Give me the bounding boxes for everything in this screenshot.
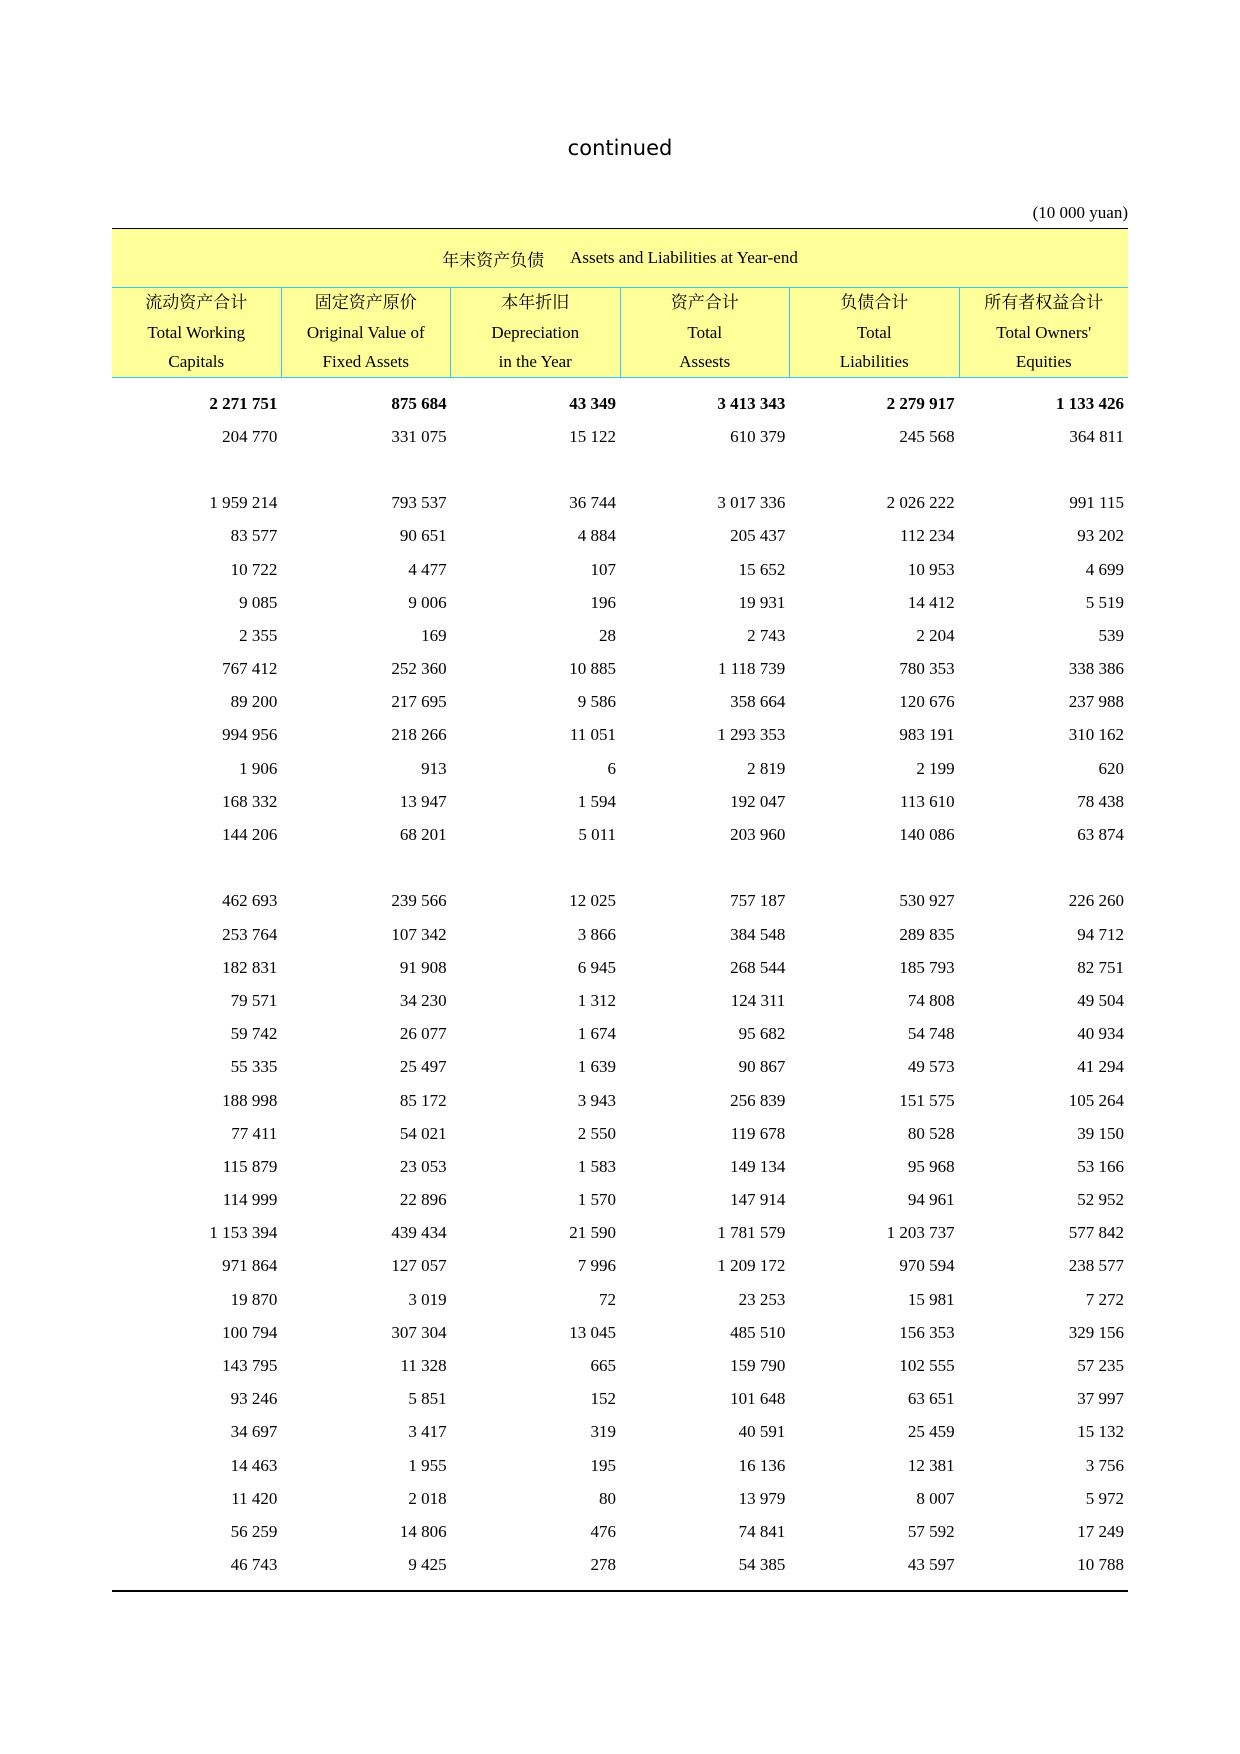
- table-cell: 144 206: [222, 825, 278, 845]
- table-cell: 12 025: [569, 891, 616, 911]
- table-row: [112, 619, 1128, 652]
- table-cell: 23 253: [738, 1289, 786, 1309]
- table-cell: 5 519: [1085, 592, 1124, 612]
- table-cell: 793 537: [391, 493, 447, 513]
- table-cell: 39 150: [1077, 1123, 1124, 1143]
- table-cell: 93 202: [1077, 526, 1124, 546]
- header-span-cn: 年末资产负债: [442, 250, 545, 270]
- column-header-cn: 所有者权益合计: [984, 293, 1104, 312]
- table-row: [112, 487, 1128, 520]
- table-cell: 665: [590, 1356, 616, 1376]
- table-cell: 93 246: [230, 1389, 278, 1409]
- table-cell: 237 988: [1068, 692, 1124, 712]
- table-cell: 1 906: [239, 758, 278, 778]
- table-cell: 3 413 343: [717, 393, 786, 413]
- table-cell: 195: [590, 1455, 616, 1475]
- table-cell: 80 528: [907, 1123, 955, 1143]
- table-cell: 168 332: [222, 791, 278, 811]
- header-span-en: Assets and Liabilities at Year-end: [570, 248, 798, 267]
- table-cell: 156 353: [899, 1322, 955, 1342]
- column-header: [959, 288, 1129, 377]
- table-cell: 15 652: [738, 559, 786, 579]
- table-row: [112, 686, 1128, 719]
- table-cell: 226 260: [1068, 891, 1124, 911]
- table-cell: 1 674: [577, 1024, 616, 1044]
- table-cell: 205 437: [730, 526, 786, 546]
- table-cell: 1 639: [577, 1057, 616, 1077]
- table-cell: 530 927: [899, 891, 955, 911]
- table-cell: 245 568: [899, 426, 955, 446]
- table-cell: 100 794: [222, 1322, 278, 1342]
- table-cell: 2 355: [239, 625, 278, 645]
- table-cell: 149 134: [730, 1156, 786, 1176]
- column-header-en1: Total Owners': [996, 322, 1092, 342]
- column-header-cn: 本年折旧: [501, 293, 570, 312]
- table-cell: 10 885: [569, 659, 616, 679]
- column-header-en1: Total: [687, 322, 723, 342]
- table-cell: 94 961: [907, 1190, 955, 1210]
- table-cell: 1 133 426: [1055, 393, 1124, 413]
- table-cell: 34 230: [399, 990, 447, 1010]
- table-cell: 5 851: [408, 1389, 447, 1409]
- column-header: [112, 288, 281, 377]
- table-cell: 307 304: [391, 1322, 447, 1342]
- table-cell: 4 699: [1085, 559, 1124, 579]
- table-cell: 983 191: [899, 725, 955, 745]
- table-cell: 9 425: [408, 1555, 447, 1575]
- table-cell: 79 571: [230, 990, 278, 1010]
- column-header: [281, 288, 451, 377]
- column-header-en2: Liabilities: [839, 352, 909, 371]
- header-columns: [112, 288, 1128, 378]
- table-cell: 757 187: [730, 891, 786, 911]
- table-cell: 10 788: [1077, 1555, 1124, 1575]
- table-cell: 331 075: [391, 426, 447, 446]
- table-cell: 74 841: [738, 1521, 786, 1541]
- table-cell: 63 874: [1077, 825, 1124, 845]
- table-cell: 57 592: [907, 1521, 955, 1541]
- table-cell: 2 204: [916, 625, 955, 645]
- row-spacer: [112, 453, 1128, 486]
- table-cell: 3 756: [1085, 1455, 1124, 1475]
- table-cell: 1 209 172: [717, 1256, 786, 1276]
- table-row: [112, 918, 1128, 951]
- table-cell: 14 463: [230, 1455, 278, 1475]
- table-cell: 252 360: [391, 659, 447, 679]
- table-cell: 124 311: [730, 990, 786, 1010]
- table-cell: 78 438: [1077, 791, 1124, 811]
- table-cell: 539: [1098, 625, 1124, 645]
- column-header: [450, 288, 620, 377]
- table-cell: 338 386: [1068, 659, 1124, 679]
- table-cell: 767 412: [222, 659, 278, 679]
- column-header-en2: Equities: [1015, 352, 1072, 371]
- table-cell: 10 722: [230, 559, 278, 579]
- table-cell: 13 947: [399, 791, 447, 811]
- table-cell: 95 968: [907, 1156, 955, 1176]
- table-cell: 462 693: [222, 891, 278, 911]
- table-cell: 101 648: [730, 1389, 786, 1409]
- table-row: [112, 1482, 1128, 1515]
- table-cell: 12 381: [907, 1455, 955, 1475]
- table-cell: 3 417: [408, 1422, 447, 1442]
- table-row: [112, 1150, 1128, 1183]
- table-cell: 17 249: [1077, 1521, 1124, 1541]
- table-cell: 140 086: [899, 825, 955, 845]
- table-cell: 289 835: [899, 924, 955, 944]
- table-cell: 1 781 579: [717, 1223, 786, 1243]
- table-cell: 159 790: [730, 1356, 786, 1376]
- table-cell: 6: [607, 758, 616, 778]
- table-cell: 439 434: [391, 1223, 447, 1243]
- table-cell: 310 162: [1068, 725, 1124, 745]
- table-cell: 11 051: [569, 725, 616, 745]
- table-cell: 2 819: [747, 758, 786, 778]
- bottom-rule: [112, 1590, 1128, 1592]
- table-row: [112, 1515, 1128, 1548]
- table-cell: 971 864: [222, 1256, 278, 1276]
- table-cell: 120 676: [899, 692, 955, 712]
- unit-label: (10 000 yuan): [1032, 203, 1128, 222]
- table-cell: 143 795: [222, 1356, 278, 1376]
- table-row: [112, 785, 1128, 818]
- table-cell: 7 272: [1085, 1289, 1124, 1309]
- table-cell: 13 979: [738, 1488, 786, 1508]
- table-header: [112, 229, 1128, 377]
- table-row: [112, 1316, 1128, 1349]
- table-cell: 54 385: [738, 1555, 786, 1575]
- table-cell: 994 956: [222, 725, 278, 745]
- table-cell: 1 118 739: [717, 659, 786, 679]
- table-cell: 217 695: [391, 692, 447, 712]
- table-cell: 19 931: [738, 592, 786, 612]
- table-cell: 253 764: [222, 924, 278, 944]
- column-header-cn: 资产合计: [670, 293, 739, 312]
- table-cell: 10 953: [907, 559, 955, 579]
- table-cell: 358 664: [730, 692, 786, 712]
- table-cell: 1 293 353: [717, 725, 786, 745]
- table-cell: 91 908: [399, 957, 447, 977]
- table-cell: 11 420: [231, 1488, 278, 1508]
- table-cell: 1 312: [577, 990, 616, 1010]
- table-cell: 59 742: [230, 1024, 278, 1044]
- table-cell: 8 007: [916, 1488, 955, 1508]
- column-header-cn: 固定资产原价: [314, 293, 417, 312]
- column-header-cn: 流动资产合计: [145, 293, 248, 312]
- table-cell: 26 077: [399, 1024, 447, 1044]
- column-header-en1: Original Value of: [306, 322, 425, 342]
- table-cell: 1 203 737: [886, 1223, 955, 1243]
- table-cell: 991 115: [1069, 493, 1124, 513]
- column-header-en2: in the Year: [498, 352, 572, 371]
- table-row: [112, 1084, 1128, 1117]
- table-cell: 268 544: [730, 957, 786, 977]
- table-cell: 485 510: [730, 1322, 786, 1342]
- table-cell: 80: [598, 1488, 616, 1508]
- table-row: [112, 719, 1128, 752]
- table-cell: 82 751: [1077, 957, 1124, 977]
- column-header-cn: 负债合计: [840, 293, 909, 312]
- table-row: [112, 885, 1128, 918]
- table-cell: 85 172: [399, 1090, 447, 1110]
- table-cell: 196: [590, 592, 616, 612]
- table-cell: 28: [598, 625, 616, 645]
- table-cell: 113 610: [900, 791, 955, 811]
- table-row: [112, 1250, 1128, 1283]
- table-cell: 94 712: [1077, 924, 1124, 944]
- table-cell: 278: [590, 1555, 616, 1575]
- table-row: [112, 1449, 1128, 1482]
- table-cell: 52 952: [1077, 1190, 1124, 1210]
- column-header-en1: Total Working: [147, 322, 246, 342]
- table-cell: 185 793: [899, 957, 955, 977]
- table-cell: 218 266: [391, 725, 447, 745]
- table-cell: 16 136: [738, 1455, 786, 1475]
- table-cell: 36 744: [569, 493, 616, 513]
- table-cell: 2 199: [916, 758, 955, 778]
- table-cell: 40 591: [738, 1422, 786, 1442]
- table-cell: 115 879: [222, 1156, 278, 1176]
- table-cell: 147 914: [730, 1190, 786, 1210]
- table-row: [112, 1217, 1128, 1250]
- table-cell: 56 259: [230, 1521, 278, 1541]
- table-row: [112, 984, 1128, 1017]
- table-cell: 1 583: [577, 1156, 616, 1176]
- table-cell: 1 570: [577, 1190, 616, 1210]
- table-cell: 7 996: [577, 1256, 616, 1276]
- column-header: [789, 288, 959, 377]
- table-cell: 188 998: [222, 1090, 278, 1110]
- table-row: [112, 1184, 1128, 1217]
- table-cell: 1 594: [577, 791, 616, 811]
- table-cell: 203 960: [730, 825, 786, 845]
- table-cell: 9 586: [577, 692, 616, 712]
- table-cell: 43 349: [569, 393, 616, 413]
- table-cell: 95 682: [738, 1024, 786, 1044]
- table-cell: 90 867: [738, 1057, 786, 1077]
- table-row: [112, 1051, 1128, 1084]
- table-cell: 11 328: [400, 1356, 447, 1376]
- table-cell: 192 047: [730, 791, 786, 811]
- table-cell: 5 011: [578, 825, 616, 845]
- table-cell: 9 006: [408, 592, 447, 612]
- table-cell: 72: [598, 1289, 616, 1309]
- table-cell: 15 122: [569, 426, 616, 446]
- table-cell: 40 934: [1077, 1024, 1124, 1044]
- table-cell: 90 651: [399, 526, 447, 546]
- table-cell: 63 651: [907, 1389, 955, 1409]
- table-cell: 83 577: [230, 526, 278, 546]
- table-cell: 41 294: [1077, 1057, 1124, 1077]
- table-cell: 610 379: [730, 426, 786, 446]
- table-row: [112, 387, 1128, 420]
- table-row: [112, 951, 1128, 984]
- table-cell: 4 884: [577, 526, 616, 546]
- page-title: continued: [567, 136, 673, 160]
- table-row: [112, 1018, 1128, 1051]
- table-cell: 238 577: [1068, 1256, 1124, 1276]
- table-row: [112, 1349, 1128, 1382]
- table-cell: 13 045: [569, 1322, 616, 1342]
- table-row: [112, 586, 1128, 619]
- table-row: [112, 1416, 1128, 1449]
- table-cell: 15 132: [1077, 1422, 1124, 1442]
- table-cell: 329 156: [1068, 1322, 1124, 1342]
- column-header-en2: Fixed Assets: [322, 352, 409, 371]
- table-cell: 620: [1098, 758, 1124, 778]
- table-cell: 577 842: [1068, 1223, 1124, 1243]
- table-cell: 57 235: [1077, 1356, 1124, 1376]
- table-cell: 780 353: [899, 659, 955, 679]
- table-cell: 77 411: [231, 1123, 278, 1143]
- table-cell: 53 166: [1077, 1156, 1124, 1176]
- table-cell: 970 594: [899, 1256, 955, 1276]
- table-cell: 54 748: [907, 1024, 955, 1044]
- table-cell: 68 201: [399, 825, 447, 845]
- table-cell: 204 770: [222, 426, 278, 446]
- table-cell: 102 555: [899, 1356, 955, 1376]
- table-row: [112, 1383, 1128, 1416]
- table-cell: 3 866: [577, 924, 616, 944]
- table-cell: 2 279 917: [886, 393, 955, 413]
- table-cell: 3 943: [577, 1090, 616, 1110]
- table-cell: 112 234: [900, 526, 955, 546]
- table-cell: 1 153 394: [209, 1223, 278, 1243]
- table-cell: 5 972: [1085, 1488, 1124, 1508]
- table-cell: 169: [421, 625, 447, 645]
- table-cell: 239 566: [391, 891, 447, 911]
- table-body: [112, 377, 1128, 1582]
- table-row: [112, 818, 1128, 851]
- column-header-en2: Assests: [679, 352, 731, 371]
- header-span: [112, 229, 1128, 288]
- data-table: [112, 228, 1128, 1592]
- table-cell: 2 026 222: [886, 493, 955, 513]
- table-cell: 14 412: [907, 592, 955, 612]
- table-cell: 37 997: [1077, 1389, 1124, 1409]
- table-row: [112, 752, 1128, 785]
- column-header-en1: Total: [856, 322, 892, 342]
- column-header: [620, 288, 790, 377]
- table-cell: 2 271 751: [209, 393, 278, 413]
- table-cell: 114 999: [222, 1190, 278, 1210]
- table-cell: 364 811: [1069, 426, 1124, 446]
- table-cell: 21 590: [569, 1223, 616, 1243]
- table-cell: 1 955: [408, 1455, 447, 1475]
- table-cell: 25 497: [399, 1057, 447, 1077]
- table-cell: 3 017 336: [717, 493, 786, 513]
- table-cell: 9 085: [239, 592, 278, 612]
- table-cell: 49 504: [1077, 990, 1124, 1010]
- table-cell: 319: [590, 1422, 616, 1442]
- table-cell: 46 743: [230, 1555, 278, 1575]
- table-row: [112, 553, 1128, 586]
- table-cell: 43 597: [907, 1555, 955, 1575]
- table-cell: 54 021: [399, 1123, 447, 1143]
- row-spacer: [112, 852, 1128, 885]
- table-cell: 151 575: [899, 1090, 955, 1110]
- table-cell: 476: [590, 1521, 616, 1541]
- table-cell: 34 697: [230, 1422, 278, 1442]
- table-cell: 2 018: [408, 1488, 447, 1508]
- table-row: [112, 1117, 1128, 1150]
- table-cell: 2 743: [747, 625, 786, 645]
- table-cell: 182 831: [222, 957, 278, 977]
- table-cell: 875 684: [391, 393, 447, 413]
- table-cell: 107 342: [391, 924, 447, 944]
- table-cell: 913: [421, 758, 447, 778]
- table-cell: 15 981: [907, 1289, 955, 1309]
- table-cell: 6 945: [577, 957, 616, 977]
- table-cell: 89 200: [230, 692, 278, 712]
- table-cell: 23 053: [399, 1156, 447, 1176]
- table-cell: 49 573: [907, 1057, 955, 1077]
- table-cell: 119 678: [730, 1123, 786, 1143]
- table-row: [112, 420, 1128, 453]
- table-cell: 55 335: [230, 1057, 278, 1077]
- table-cell: 19 870: [230, 1289, 278, 1309]
- table-cell: 107: [590, 559, 616, 579]
- table-cell: 2 550: [577, 1123, 616, 1143]
- table-cell: 22 896: [399, 1190, 447, 1210]
- table-cell: 152: [590, 1389, 616, 1409]
- column-header-en1: Depreciation: [491, 322, 580, 342]
- table-cell: 256 839: [730, 1090, 786, 1110]
- table-cell: 1 959 214: [209, 493, 278, 513]
- table-cell: 4 477: [408, 559, 447, 579]
- table-cell: 384 548: [730, 924, 786, 944]
- table-row: [112, 520, 1128, 553]
- table-cell: 74 808: [907, 990, 955, 1010]
- table-cell: 127 057: [391, 1256, 447, 1276]
- table-row: [112, 653, 1128, 686]
- table-cell: 3 019: [408, 1289, 447, 1309]
- table-cell: 14 806: [399, 1521, 447, 1541]
- table-row: [112, 1283, 1128, 1316]
- column-header-en2: Capitals: [168, 352, 225, 371]
- table-row: [112, 1549, 1128, 1582]
- table-cell: 25 459: [907, 1422, 955, 1442]
- table-cell: 105 264: [1068, 1090, 1124, 1110]
